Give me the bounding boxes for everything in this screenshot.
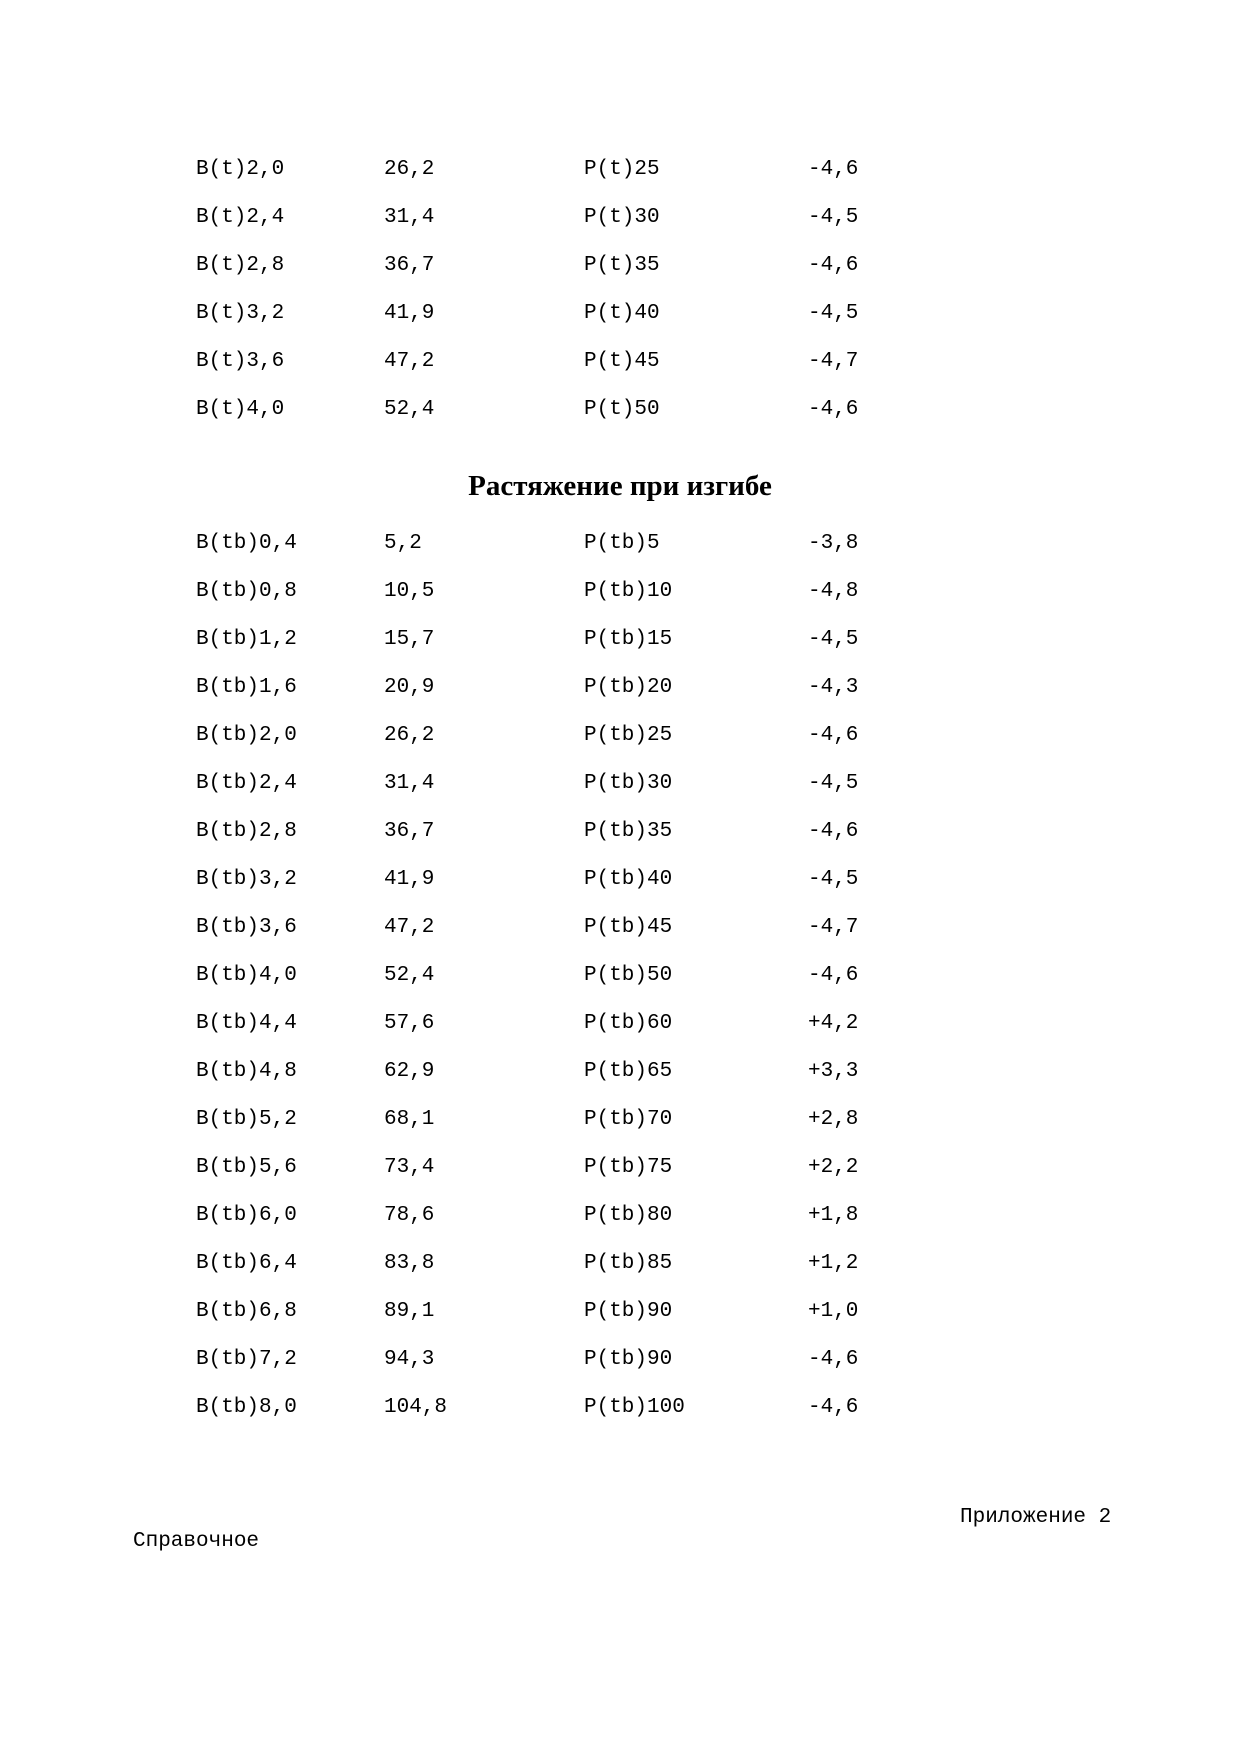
grade-cell: P(tb)30 (584, 772, 673, 795)
concrete-class-cell: B(tb)3,6 (196, 916, 297, 939)
bending-tension-table (0, 532, 1240, 1444)
concrete-class-cell: B(tb)5,2 (196, 1108, 297, 1131)
grade-cell: P(tb)35 (584, 820, 673, 843)
table-row (0, 1108, 1240, 1156)
concrete-class-cell: B(tb)8,0 (196, 1396, 297, 1419)
strength-value-cell: 41,9 (384, 868, 435, 891)
deviation-cell: +1,8 (808, 1204, 859, 1227)
strength-value-cell: 20,9 (384, 676, 435, 699)
deviation-cell: -4,7 (808, 350, 859, 373)
concrete-class-cell: B(tb)4,0 (196, 964, 297, 987)
concrete-class-cell: B(t)2,8 (196, 254, 285, 277)
concrete-class-cell: B(t)2,0 (196, 158, 285, 181)
deviation-cell: -4,7 (808, 916, 859, 939)
concrete-class-cell: B(t)3,6 (196, 350, 285, 373)
concrete-class-cell: B(tb)1,2 (196, 628, 297, 651)
table-row (0, 1156, 1240, 1204)
grade-cell: P(tb)50 (584, 964, 673, 987)
table-row (0, 772, 1240, 820)
strength-value-cell: 31,4 (384, 772, 435, 795)
concrete-class-cell: B(tb)1,6 (196, 676, 297, 699)
grade-cell: P(tb)10 (584, 580, 673, 603)
reference-label: Справочное (133, 1530, 260, 1553)
concrete-class-cell: B(tb)0,4 (196, 532, 297, 555)
grade-cell: P(tb)90 (584, 1348, 673, 1371)
table-row (0, 820, 1240, 868)
table-row (0, 580, 1240, 628)
strength-value-cell: 10,5 (384, 580, 435, 603)
concrete-class-cell: B(t)2,4 (196, 206, 285, 229)
grade-cell: P(tb)40 (584, 868, 673, 891)
section-heading: Растяжение при изгибе (468, 470, 772, 502)
table-row (0, 532, 1240, 580)
strength-value-cell: 36,7 (384, 820, 435, 843)
deviation-cell: +1,2 (808, 1252, 859, 1275)
table-row (0, 398, 1240, 446)
table-row (0, 1300, 1240, 1348)
grade-cell: P(tb)90 (584, 1300, 673, 1323)
concrete-class-cell: B(tb)2,4 (196, 772, 297, 795)
strength-value-cell: 57,6 (384, 1012, 435, 1035)
table-row (0, 206, 1240, 254)
concrete-class-cell: B(tb)2,0 (196, 724, 297, 747)
grade-cell: P(tb)75 (584, 1156, 673, 1179)
table-row (0, 868, 1240, 916)
table-row (0, 1012, 1240, 1060)
grade-cell: P(t)30 (584, 206, 660, 229)
strength-value-cell: 94,3 (384, 1348, 435, 1371)
strength-value-cell: 83,8 (384, 1252, 435, 1275)
deviation-cell: -4,6 (808, 964, 859, 987)
table-row (0, 1396, 1240, 1444)
strength-value-cell: 47,2 (384, 916, 435, 939)
strength-value-cell: 52,4 (384, 964, 435, 987)
table-row (0, 1060, 1240, 1108)
grade-cell: P(tb)20 (584, 676, 673, 699)
grade-cell: P(tb)25 (584, 724, 673, 747)
concrete-class-cell: B(tb)6,8 (196, 1300, 297, 1323)
table-row (0, 1204, 1240, 1252)
grade-cell: P(tb)80 (584, 1204, 673, 1227)
grade-cell: P(t)40 (584, 302, 660, 325)
deviation-cell: -4,3 (808, 676, 859, 699)
deviation-cell: +1,0 (808, 1300, 859, 1323)
grade-cell: P(tb)15 (584, 628, 673, 651)
strength-value-cell: 31,4 (384, 206, 435, 229)
strength-value-cell: 52,4 (384, 398, 435, 421)
grade-cell: P(tb)85 (584, 1252, 673, 1275)
strength-value-cell: 41,9 (384, 302, 435, 325)
concrete-class-cell: B(t)4,0 (196, 398, 285, 421)
deviation-cell: -4,6 (808, 254, 859, 277)
strength-value-cell: 104,8 (384, 1396, 448, 1419)
deviation-cell: -3,8 (808, 532, 859, 555)
concrete-class-cell: B(tb)5,6 (196, 1156, 297, 1179)
deviation-cell: -4,8 (808, 580, 859, 603)
grade-cell: P(tb)70 (584, 1108, 673, 1131)
strength-value-cell: 47,2 (384, 350, 435, 373)
grade-cell: P(tb)100 (584, 1396, 685, 1419)
deviation-cell: +2,8 (808, 1108, 859, 1131)
grade-cell: P(tb)65 (584, 1060, 673, 1083)
strength-value-cell: 68,1 (384, 1108, 435, 1131)
table-row (0, 628, 1240, 676)
strength-value-cell: 62,9 (384, 1060, 435, 1083)
table-row (0, 350, 1240, 398)
deviation-cell: +4,2 (808, 1012, 859, 1035)
strength-value-cell: 89,1 (384, 1300, 435, 1323)
strength-value-cell: 26,2 (384, 158, 435, 181)
table-row (0, 302, 1240, 350)
concrete-class-cell: B(tb)4,8 (196, 1060, 297, 1083)
table-row (0, 1252, 1240, 1300)
deviation-cell: -4,5 (808, 206, 859, 229)
concrete-class-cell: B(tb)4,4 (196, 1012, 297, 1035)
concrete-class-cell: B(tb)3,2 (196, 868, 297, 891)
appendix-label: Приложение 2 (960, 1506, 1112, 1529)
table-row (0, 964, 1240, 1012)
strength-value-cell: 36,7 (384, 254, 435, 277)
concrete-class-cell: B(tb)6,0 (196, 1204, 297, 1227)
table-row (0, 676, 1240, 724)
tension-table (0, 158, 1240, 446)
strength-value-cell: 15,7 (384, 628, 435, 651)
grade-cell: P(t)50 (584, 398, 660, 421)
strength-value-cell: 26,2 (384, 724, 435, 747)
grade-cell: P(tb)45 (584, 916, 673, 939)
grade-cell: P(tb)60 (584, 1012, 673, 1035)
concrete-class-cell: B(tb)2,8 (196, 820, 297, 843)
table-row (0, 724, 1240, 772)
strength-value-cell: 78,6 (384, 1204, 435, 1227)
concrete-class-cell: B(t)3,2 (196, 302, 285, 325)
grade-cell: P(t)45 (584, 350, 660, 373)
strength-value-cell: 5,2 (384, 532, 422, 555)
concrete-class-cell: B(tb)7,2 (196, 1348, 297, 1371)
deviation-cell: -4,6 (808, 158, 859, 181)
deviation-cell: +2,2 (808, 1156, 859, 1179)
deviation-cell: -4,6 (808, 820, 859, 843)
deviation-cell: +3,3 (808, 1060, 859, 1083)
deviation-cell: -4,6 (808, 1396, 859, 1419)
table-row (0, 916, 1240, 964)
strength-value-cell: 73,4 (384, 1156, 435, 1179)
table-row (0, 254, 1240, 302)
concrete-class-cell: B(tb)6,4 (196, 1252, 297, 1275)
table-row (0, 1348, 1240, 1396)
deviation-cell: -4,5 (808, 772, 859, 795)
deviation-cell: -4,6 (808, 1348, 859, 1371)
deviation-cell: -4,5 (808, 628, 859, 651)
grade-cell: P(t)25 (584, 158, 660, 181)
deviation-cell: -4,5 (808, 302, 859, 325)
grade-cell: P(t)35 (584, 254, 660, 277)
deviation-cell: -4,5 (808, 868, 859, 891)
deviation-cell: -4,6 (808, 398, 859, 421)
deviation-cell: -4,6 (808, 724, 859, 747)
grade-cell: P(tb)5 (584, 532, 660, 555)
table-row (0, 158, 1240, 206)
concrete-class-cell: B(tb)0,8 (196, 580, 297, 603)
